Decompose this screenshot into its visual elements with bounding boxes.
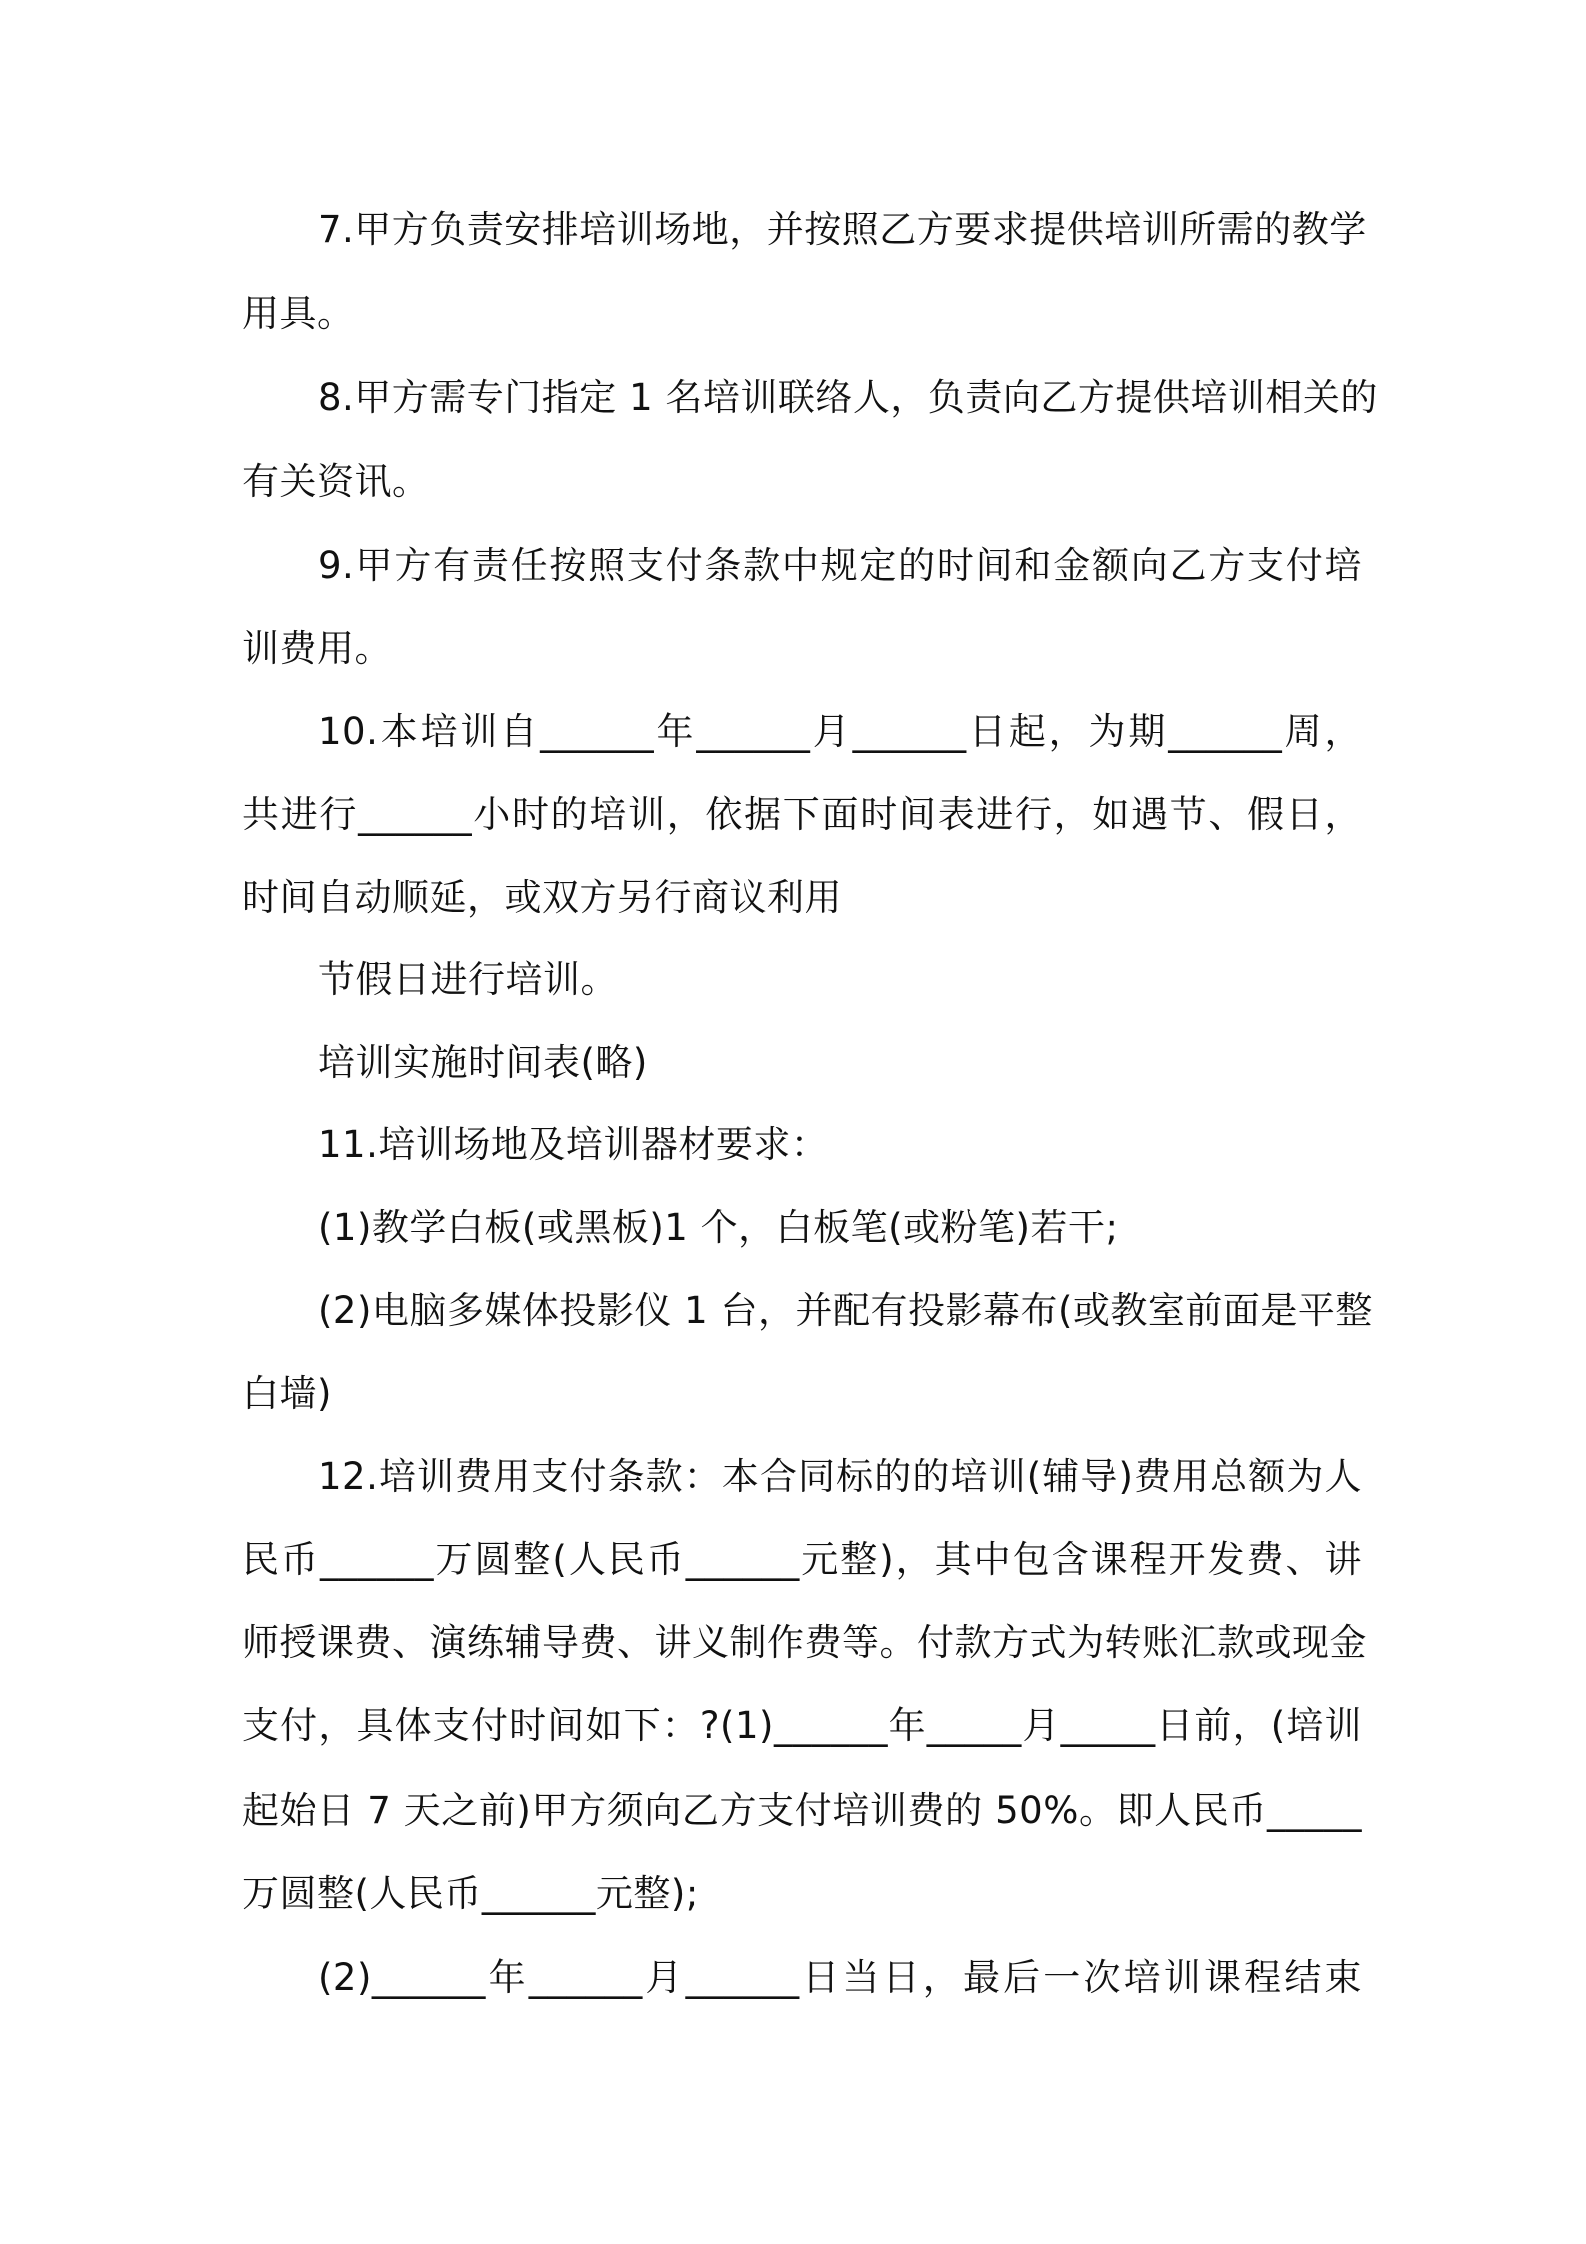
paragraph-12-line-6: 万圆整(人民币______元整); [242, 1872, 699, 1915]
paragraph-9-line-1: 9.甲方有责任按照支付条款中规定的时间和金额向乙方支付培 [318, 544, 1362, 587]
paragraph-10-line-2: 共进行______小时的培训，依据下面时间表进行，如遇节、假日， [242, 793, 1362, 836]
paragraph-9-line-2: 训费用。 [242, 627, 392, 670]
paragraph-8-line-2: 有关资讯。 [242, 460, 430, 503]
paragraph-12-item-2-line-1: (2)______年______月______日当日，最后一次培训课程结束 [318, 1956, 1362, 1999]
paragraph-11-heading: 11.培训场地及培训器材要求： [318, 1123, 829, 1166]
paragraph-11-item-2-line-2: 白墙) [242, 1372, 332, 1415]
paragraph-12-line-2: 民币______万圆整(人民币______元整)，其中包含课程开发费、讲 [242, 1538, 1362, 1581]
paragraph-7-line-2: 用具。 [242, 292, 355, 335]
schedule-note: 培训实施时间表(略) [318, 1041, 648, 1084]
paragraph-10-line-1: 10.本培训自______年______月______日起，为期______周， [318, 710, 1362, 753]
paragraph-12-line-1: 12.培训费用支付条款：本合同标的的培训(辅导)费用总额为人 [318, 1455, 1362, 1498]
paragraph-10-line-4: 节假日进行培训。 [318, 958, 618, 1001]
paragraph-12-line-4: 支付，具体支付时间如下：?(1)______年_____月_____日前，(培训 [242, 1704, 1362, 1747]
paragraph-11-item-1: (1)教学白板(或黑板)1 个，白板笔(或粉笔)若干; [318, 1206, 1119, 1249]
paragraph-7-line-1: 7.甲方负责安排培训场地，并按照乙方要求提供培训所需的教学 [318, 208, 1367, 251]
paragraph-8-line-1: 8.甲方需专门指定 1 名培训联络人，负责向乙方提供培训相关的 [318, 376, 1378, 419]
paragraph-10-line-3: 时间自动顺延，或双方另行商议利用 [242, 876, 842, 919]
paragraph-12-line-5: 起始日 7 天之前)甲方须向乙方支付培训费的 50%。即人民币_____ [242, 1789, 1362, 1832]
paragraph-11-item-2-line-1: (2)电脑多媒体投影仪 1 台，并配有投影幕布(或教室前面是平整 [318, 1289, 1373, 1332]
paragraph-12-line-3: 师授课费、演练辅导费、讲义制作费等。付款方式为转账汇款或现金 [242, 1621, 1367, 1664]
